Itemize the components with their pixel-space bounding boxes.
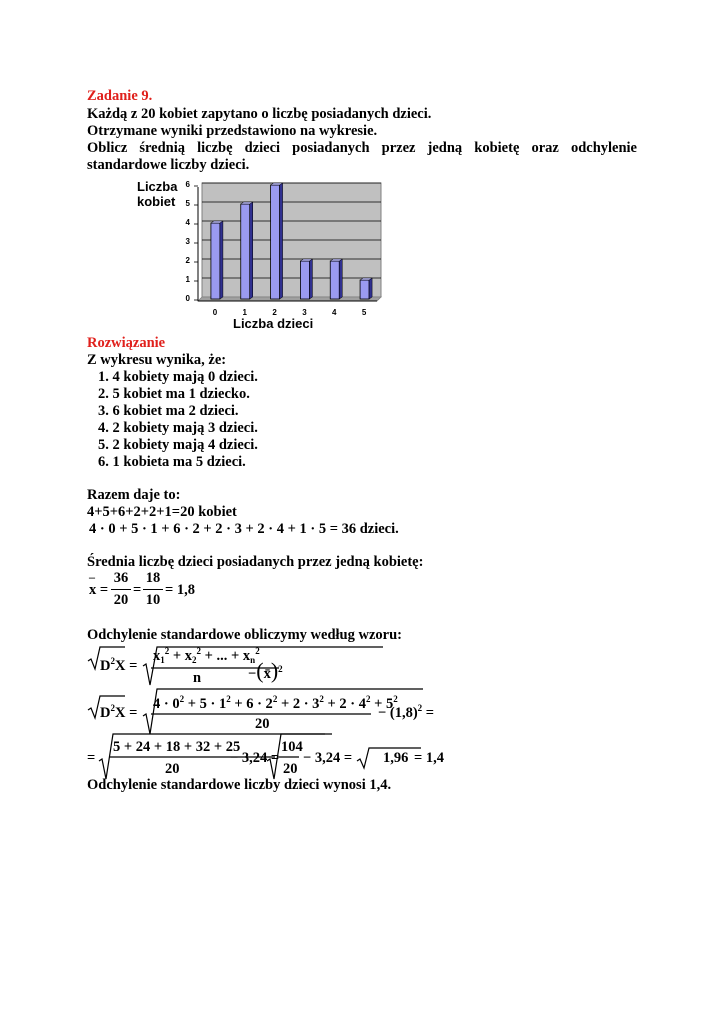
task-line-3a: Oblicz średnią liczbę dzieci posiadanych przez jedną kobietę oraz odchylenie [87,140,637,156]
step1-tail: − $(1,8)^2$ = [378,703,435,721]
x-tick-label: 4 [332,308,337,317]
bar-chart [135,176,390,334]
bar [330,261,339,299]
bar [241,204,250,299]
bar-side [309,259,312,299]
step2-numerator: 5 + 24 + 18 + 32 + 25 [113,739,241,755]
step2-den: 20 [165,761,180,777]
y-tick-label: 5 [185,199,190,208]
minus-mean-squared: −(x̄)$^2$ [248,658,283,683]
total-children: 4 · 0 + 5 · 1 + 6 · 2 + 2 · 3 + 2 · 4 + 1 · 5 = 36 dzieci. [89,521,399,537]
y-tick-label: 1 [185,275,190,284]
equals-sign: = [133,582,142,598]
step3-num: 104 [281,739,303,755]
x-tick-label: 1 [242,308,247,317]
mean-fraction-1: 36 [113,570,129,586]
plot-floor [198,297,381,301]
step1-numerator: $4 \cdot 0^2 + 5 \cdot 1^2 + 6 \cdot 2^2 + 2 \cdot 3^2 + 2 \cdot 4^2 + 5^2$ [153,694,398,712]
step2-tail: − 3,24 = [230,750,280,766]
bar-side [220,221,223,299]
task-line-1: Każdą z 20 kobiet zapytano o liczbę posiadanych dzieci. [87,106,432,122]
std-label: Odchylenie standardowe obliczymy według wzoru: [87,627,402,643]
list-item: 2. 5 kobiet ma 1 dziecko. [98,386,250,402]
total-label: Razem daje to: [87,487,181,503]
bar-side [339,259,342,299]
list-item: 6. 1 kobieta ma 5 dzieci. [98,454,246,470]
step3-den: 20 [283,761,298,777]
bar-side [250,202,253,299]
step4-result: = 1,4 [414,750,445,766]
d2x-lhs-2: $D^2X$ = [100,703,138,721]
step3-tail: − 3,24 = [303,750,353,766]
y-tick-label: 6 [185,180,190,189]
solution-intro: Z wykresu wynika, że: [87,352,227,368]
list-item: 3. 6 kobiet ma 2 dzieci. [98,403,239,419]
y-tick-label: 4 [185,218,190,227]
y-tick-label: 3 [185,237,190,246]
bar [360,280,369,299]
x-tick-label: 2 [272,308,277,317]
y-tick-label: 0 [185,294,190,303]
sum-of-squares-numerator: $x_1^2 + x_2^2$ + ... + $x_n^2$ [153,646,260,665]
chart-ylabel-2: kobiet [137,194,176,209]
d2x-lhs-1: $D^2X$ = [100,656,138,674]
equals-start: = [87,750,96,766]
bar [211,223,220,299]
chart-xlabel: Liczba dzieci [233,316,314,331]
task-title: Zadanie 9. [87,88,153,104]
y-tick-label: 2 [185,256,190,265]
bar [300,261,309,299]
x-bar-mark: – [89,570,95,584]
list-item: 1. 4 kobiety mają 0 dzieci. [98,369,258,385]
mean-den-1: 20 [113,592,129,608]
solution-title: Rozwiązanie [87,335,166,351]
step1-den: 20 [255,716,270,732]
mean-result: = 1,8 [165,582,196,598]
task-line-3b: standardowe liczby dzieci. [87,157,250,173]
list-item: 5. 2 kobiety mają 4 dzieci. [98,437,258,453]
mean-num-2: 18 [145,570,161,586]
bar-side [280,183,283,299]
bar [271,185,280,299]
chart-ylabel-1: Liczba [137,179,178,194]
formula-den-n: n [193,670,202,686]
mean-den-2: 10 [145,592,161,608]
mean-symbol: x = [89,582,109,598]
total-women: 4+5+6+2+2+1=20 kobiet [87,504,237,520]
x-tick-label: 5 [361,308,367,317]
x-tick-label: 3 [302,308,307,317]
bar-side [369,278,372,299]
x-tick-label: 0 [212,308,218,317]
mean-label: Średnia liczbę dzieci posiadanych przez jedną kobietę: [87,554,424,570]
list-item: 4. 2 kobiety mają 3 dzieci. [98,420,258,436]
conclusion: Odchylenie standardowe liczby dzieci wynosi 1,4. [87,777,392,793]
step4-val: 1,96 [383,750,409,766]
task-line-2: Otrzymane wyniki przedstawiono na wykresie. [87,123,378,139]
